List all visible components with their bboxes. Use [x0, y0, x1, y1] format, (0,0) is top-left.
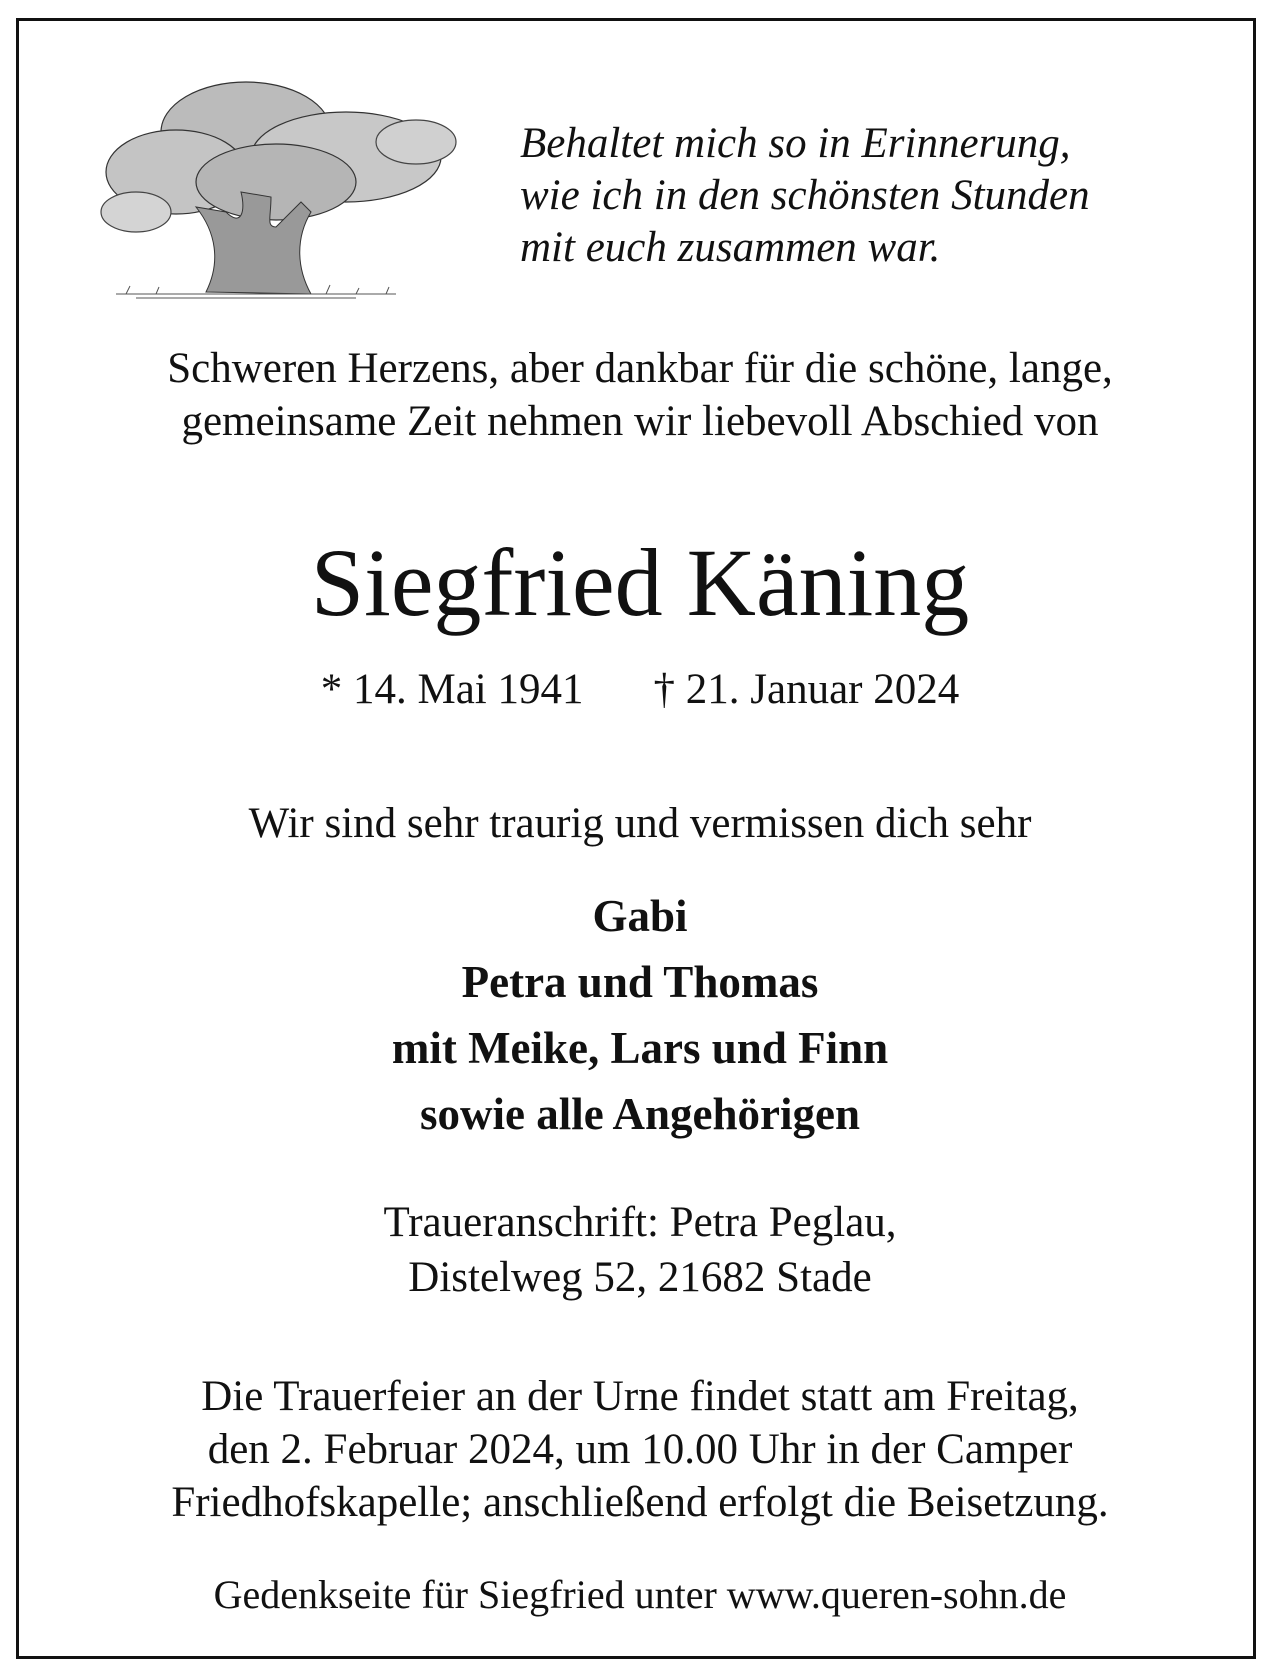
tree-illustration-icon — [96, 62, 466, 307]
family-line: Petra und Thomas — [461, 957, 819, 1007]
intro-line: Schweren Herzens, aber dankbar für die schöne, lange, — [167, 345, 1113, 392]
quote-line: mit euch zusammen war. — [520, 224, 941, 271]
family-line: Gabi — [592, 891, 688, 941]
ceremony-line: Friedhofskapelle; anschließend erfolgt die Beisetzung. — [171, 1479, 1109, 1526]
address-line: Distelweg 52, 21682 Stade — [408, 1254, 872, 1301]
address-line: Traueranschrift: Petra Peglau, — [383, 1199, 897, 1246]
birth-date: * 14. Mai 1941 — [320, 666, 584, 713]
mourning-address — [0, 1195, 1280, 1305]
ceremony-line: Die Trauerfeier an der Urne findet statt am Freitag, — [201, 1373, 1079, 1420]
mourning-text: Wir sind sehr traurig und vermissen dich sehr — [248, 800, 1032, 847]
ceremony-details — [0, 1370, 1280, 1529]
intro-line: gemeinsame Zeit nehmen wir liebevoll Abschied von — [181, 398, 1099, 445]
family-line: sowie alle Angehörigen — [420, 1089, 860, 1139]
deceased-name: Siegfried Käning — [310, 529, 970, 636]
life-dates — [0, 662, 1280, 718]
memorial-page-link: Gedenkseite für Siegfried unter www.queren-sohn.de — [213, 1572, 1067, 1617]
death-date: † 21. Januar 2024 — [653, 666, 960, 713]
family-list — [0, 883, 1280, 1147]
family-line: mit Meike, Lars und Finn — [391, 1023, 889, 1073]
quote-line: Behaltet mich so in Erinnerung, — [520, 120, 1071, 167]
ceremony-line: den 2. Februar 2024, um 10.00 Uhr in der Camper — [207, 1426, 1073, 1473]
memorial-quote — [520, 118, 1090, 274]
intro-text — [0, 342, 1280, 448]
quote-line: wie ich in den schönsten Stunden — [520, 172, 1090, 219]
